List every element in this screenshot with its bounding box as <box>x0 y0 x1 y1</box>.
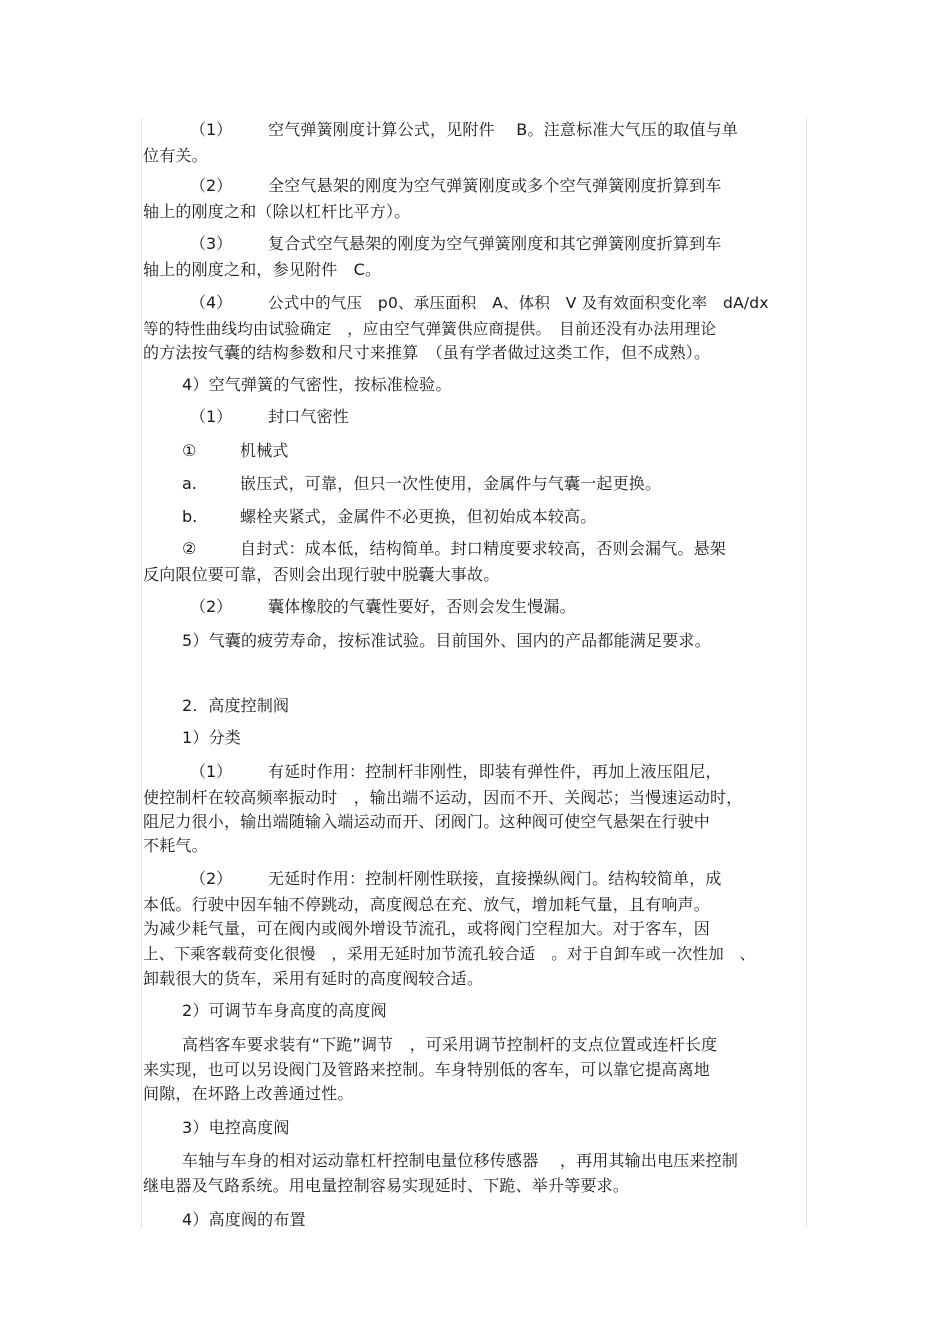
item-number: b. <box>182 507 198 526</box>
item-number: ② <box>182 539 197 558</box>
paragraph-line: 封口气密性 <box>268 407 350 426</box>
paragraph-line: 使控制杆在较高频率振动时 ，输出端不运动，因而不开、关阀芯；当慢速运动时， <box>143 788 743 807</box>
paragraph-line: 轴上的刚度之和，参见附件 C。 <box>143 260 382 279</box>
section-heading: 4）空气弹簧的气密性，按标准检验。 <box>182 375 452 394</box>
paragraph-line: 轴上的刚度之和（除以杠杆比平方）。 <box>143 202 411 221</box>
paragraph-line: 全空气悬架的刚度为空气弹簧刚度或多个空气弹簧刚度折算到车 <box>268 176 722 195</box>
paragraph-line: 位有关。 <box>143 146 208 165</box>
item-number: （4） <box>190 293 233 312</box>
paragraph-line: 间隙，在坏路上改善通过性。 <box>143 1084 354 1103</box>
section-heading: 3）电控高度阀 <box>182 1118 290 1137</box>
paragraph-line: 上、下乘客载荷变化很慢 ，采用无延时加节流孔较合适 。对于自卸车或一次性加 、 <box>143 945 756 963</box>
item-number: （2） <box>190 869 233 888</box>
item-number: （1） <box>190 762 233 781</box>
paragraph-line: 无延时作用：控制杆刚性联接，直接操纵阀门。结构较简单，成 <box>268 869 722 888</box>
paragraph-line: 高档客车要求装有“下跪”调节 ，可采用调节控制杆的支点位置或连杆长度 <box>182 1035 718 1054</box>
paragraph-line: 螺栓夹紧式，金属件不必更换，但初始成本较高。 <box>240 507 597 526</box>
section-heading: 2）可调节车身高度的高度阀 <box>182 1001 387 1020</box>
paragraph-line: 的方法按气囊的结构参数和尺寸来推算 （虽有学者做过这类工作，但不成熟）。 <box>143 343 711 362</box>
paragraph-line: 卸载很大的货车，采用有延时的高度阀较合适。 <box>143 969 484 988</box>
item-number: a. <box>182 474 197 493</box>
item-number: （1） <box>190 407 233 426</box>
paragraph-line: 有延时作用：控制杆非刚性，即装有弹性件，再加上液压阻尼， <box>268 762 722 781</box>
item-number: （3） <box>190 234 233 253</box>
section-heading: 1）分类 <box>182 728 241 747</box>
paragraph-line: 自封式：成本低，结构简单。封口精度要求较高，否则会漏气。悬架 <box>240 539 727 558</box>
paragraph-line: 空气弹簧刚度计算公式，见附件 B。注意标准大气压的取值与单 <box>268 120 739 139</box>
paragraph-line: 不耗气。 <box>143 836 208 855</box>
item-number: （1） <box>190 120 233 139</box>
paragraph-line: 本低。行驶中因车轴不停跳动，高度阀总在充、放气，增加耗气量，且有响声。 <box>143 895 711 914</box>
item-number: （2） <box>190 597 233 616</box>
paragraph-line: 为减少耗气量，可在阀内或阀外增设节流孔，或将阀门空程加大。对于客车，因 <box>143 919 711 938</box>
paragraph-line: 继电器及气路系统。用电量控制容易实现延时、下跪、举升等要求。 <box>143 1176 630 1195</box>
paragraph-line: 阻尼力很小，输出端随输入端运动而开、闭阀门。这种阀可使空气悬架在行驶中 <box>143 812 711 831</box>
item-number: （2） <box>190 176 233 195</box>
paragraph-line: 机械式 <box>240 441 289 460</box>
section-heading: 4）高度阀的布置 <box>182 1210 306 1229</box>
paragraph-line: 囊体橡胶的气囊性要好，否则会发生慢漏。 <box>268 597 576 616</box>
paragraph-line: 复合式空气悬架的刚度为空气弹簧刚度和其它弹簧刚度折算到车 <box>268 234 722 253</box>
paragraph-line: 等的特性曲线均由试验确定 ，应由空气弹簧供应商提供。 目前还没有办法用理论 <box>143 320 717 338</box>
item-number: ① <box>182 441 197 460</box>
paragraph-line: 公式中的气压 p0、承压面积 A、体积 V 及有效面积变化率 dA/dx <box>268 294 769 312</box>
section-heading: 2. 高度控制阀 <box>182 696 290 715</box>
left-margin-rule <box>141 118 142 1228</box>
paragraph-line: 嵌压式，可靠，但只一次性使用，金属件与气囊一起更换。 <box>240 474 662 493</box>
right-margin-rule <box>806 118 807 1228</box>
paragraph-line: 来实现，也可以另设阀门及管路来控制。车身特别低的客车，可以靠它提高离地 <box>143 1060 711 1079</box>
paragraph-line: 反向限位要可靠，否则会出现行驶中脱囊大事故。 <box>143 565 500 584</box>
paragraph-line: 车轴与车身的相对运动靠杠杆控制电量位移传感器 ，再用其输出电压来控制 <box>182 1151 739 1170</box>
section-heading: 5）气囊的疲劳寿命，按标准试验。目前国外、国内的产品都能满足要求。 <box>182 631 711 650</box>
